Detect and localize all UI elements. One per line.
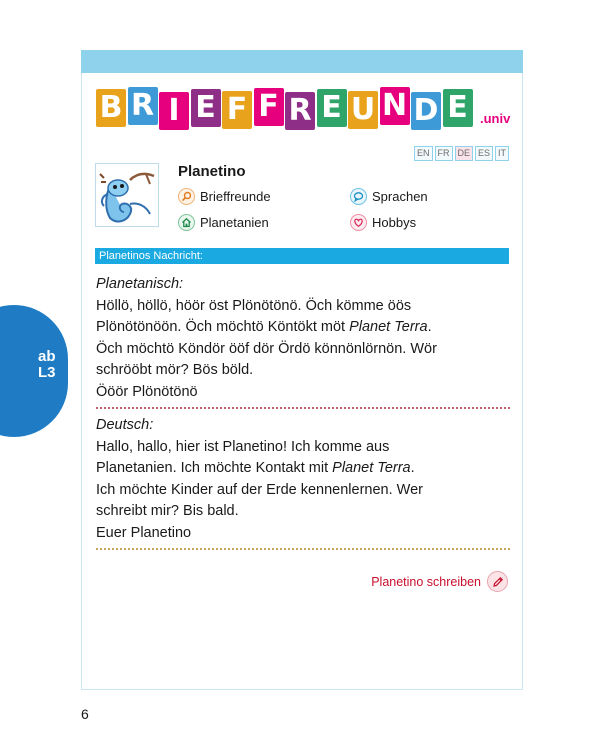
divider	[96, 407, 510, 409]
logo-letter-tile: R	[285, 92, 315, 130]
profile-card	[81, 50, 523, 690]
deutsch-line-end: .	[410, 460, 415, 476]
deutsch-line	[96, 458, 510, 480]
planetanisch-label: Planetanisch:	[96, 276, 184, 292]
level-line-2: L3	[38, 364, 56, 381]
language-switcher	[414, 146, 511, 161]
planetanien-label: Planetanien	[200, 215, 269, 230]
planet-terra-italic: Planet Terra	[332, 460, 411, 476]
logo-letter-tile: F	[222, 91, 252, 129]
deutsch-label: Deutsch:	[96, 417, 154, 433]
language-fr-button[interactable]: FR	[435, 146, 453, 161]
deutsch-line: schreibt mir? Bis bald.	[96, 503, 239, 519]
alien-mascot-icon	[96, 164, 158, 226]
language-de-button[interactable]: DE	[455, 146, 474, 161]
sprachen-label: Sprachen	[372, 189, 428, 204]
language-en-button[interactable]: EN	[414, 146, 433, 161]
logo-letter-tile: N	[380, 87, 410, 125]
planetanien-link[interactable]	[178, 214, 269, 231]
brieffreunde-label: Brieffreunde	[200, 189, 271, 204]
planetanisch-line: Öch möchtö Köndör ööf dör Ördö könnönlörnön. Wör	[96, 340, 437, 357]
search-icon	[178, 188, 195, 205]
message-header: Planetinos Nachricht:	[95, 248, 509, 264]
level-label	[38, 349, 56, 381]
write-planetino-link[interactable]	[371, 571, 508, 592]
planetanisch-line-end: .	[427, 319, 432, 335]
logo-letter-tile: D	[411, 92, 441, 130]
planetanisch-signature: Ööör Plönötönö	[96, 383, 198, 400]
logo-letter-tile: B	[96, 89, 126, 127]
deutsch-line: Ich möchte Kinder auf der Erde kennenlernen. Wer	[96, 481, 423, 498]
planetanisch-line: schrööbt mör? Bös böld.	[96, 362, 254, 378]
language-it-button[interactable]: IT	[495, 146, 509, 161]
page-number: 6	[81, 706, 89, 722]
divider	[96, 548, 510, 550]
write-planetino-label: Planetino schreiben	[371, 574, 481, 589]
language-es-button[interactable]: ES	[475, 146, 493, 161]
home-icon	[178, 214, 195, 231]
planetanisch-line: Höllö, höllö, höör öst Plönötönö. Öch kömme öös	[96, 297, 412, 314]
sprachen-link[interactable]	[350, 188, 428, 205]
deutsch-signature: Euer Planetino	[96, 524, 192, 541]
logo-letter-tile: E	[443, 89, 473, 127]
brieffreunde-link[interactable]	[178, 188, 271, 205]
logo-letter-tile: E	[191, 89, 221, 127]
hobbys-label: Hobbys	[372, 215, 417, 230]
planetanisch-line-text: Plönötönöön. Öch möchtö Köntökt möt	[96, 319, 350, 335]
deutsch-message	[96, 415, 510, 544]
deutsch-line: Hallo, hallo, hier ist Planetino! Ich komme aus	[96, 438, 390, 455]
logo-letter-tile: U	[348, 91, 378, 129]
logo-letter-tile: E	[317, 89, 347, 127]
card-header-band	[81, 50, 523, 73]
logo-letter-tile: I	[159, 92, 189, 130]
planetino-avatar	[95, 163, 159, 227]
hobbys-link[interactable]	[350, 214, 416, 231]
logo-letter-tile: R	[128, 87, 158, 125]
heart-icon	[350, 214, 367, 231]
planetanisch-line	[96, 317, 510, 339]
logo-suffix: .univ	[480, 111, 511, 126]
pencil-icon	[487, 571, 508, 592]
level-line-1: ab	[38, 348, 56, 365]
level-tab	[0, 305, 68, 437]
logo-letter-tile: F	[254, 88, 284, 126]
deutsch-line-text: Planetanien. Ich möchte Kontakt mit	[96, 460, 333, 476]
planet-terra-italic: Planet Terra	[349, 319, 428, 335]
speech-bubble-icon	[350, 188, 367, 205]
brieffreunde-logo	[96, 89, 474, 129]
planetanisch-message	[96, 274, 510, 403]
profile-name: Planetino	[178, 163, 246, 180]
